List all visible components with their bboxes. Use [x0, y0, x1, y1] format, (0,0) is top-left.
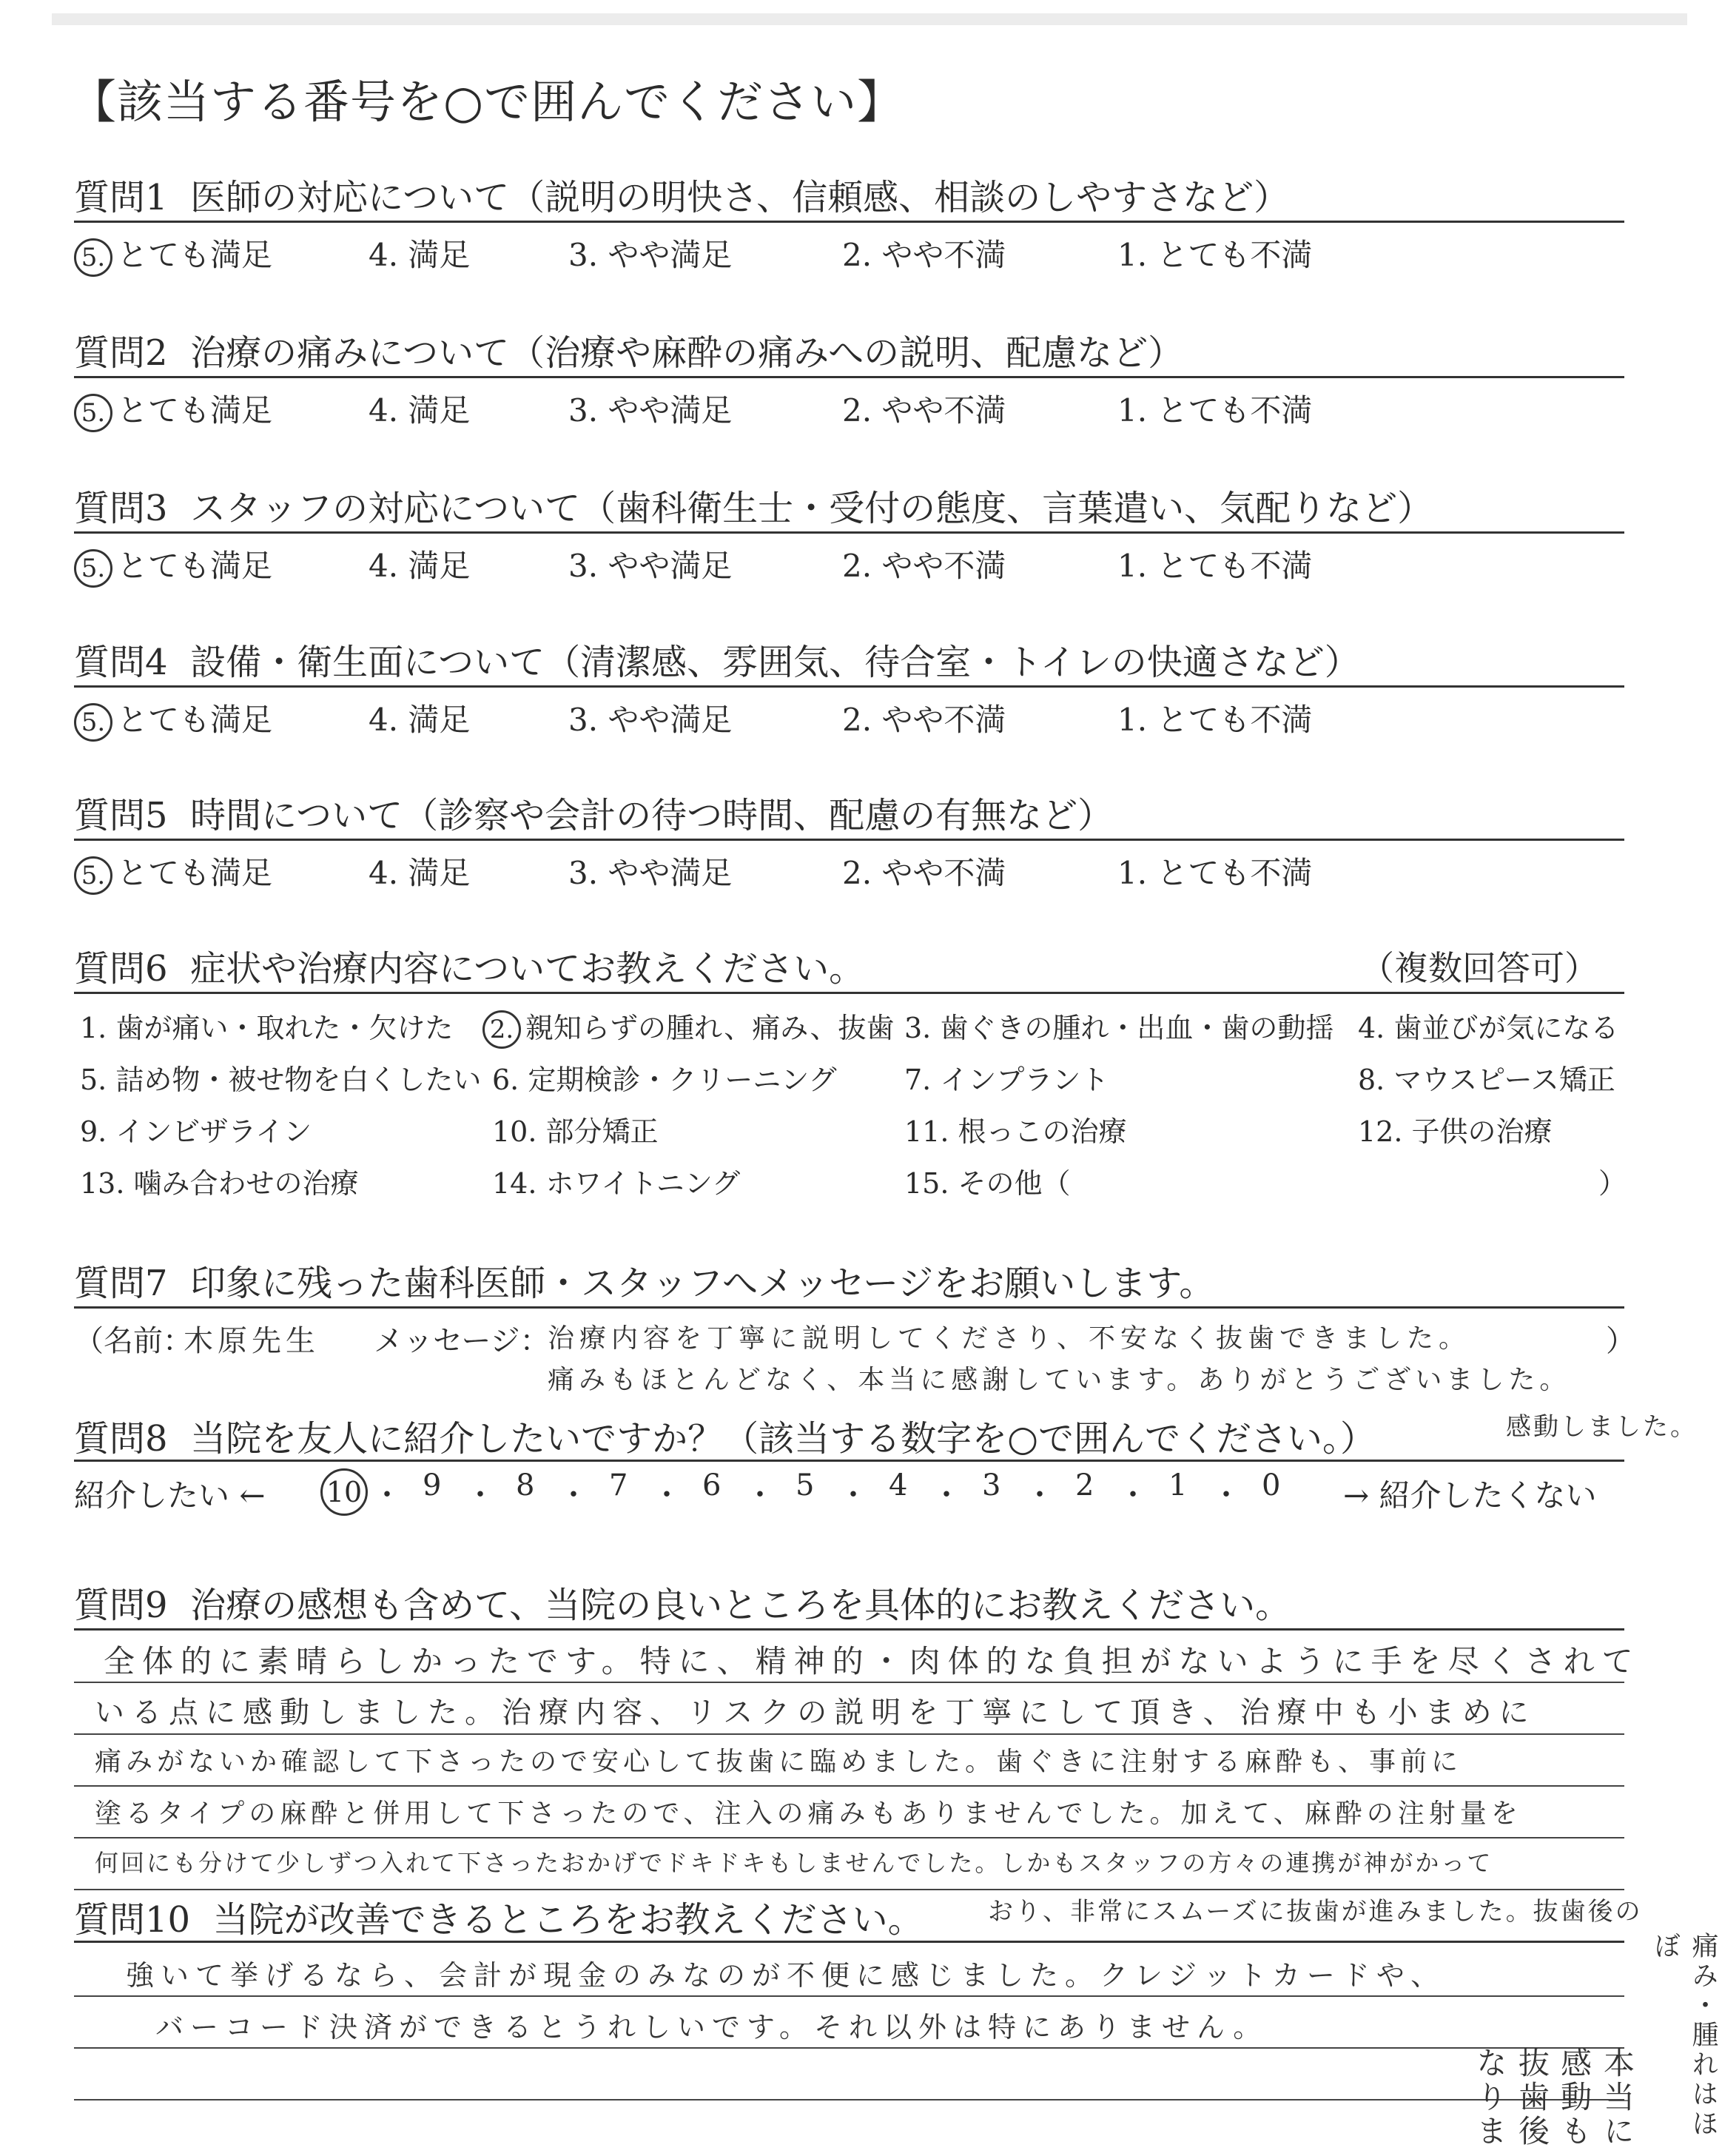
- q8-scale-0[interactable]: 0: [1262, 1468, 1281, 1502]
- q1-rule: [74, 221, 1624, 223]
- q7-name-value[interactable]: 木原先生: [184, 1324, 320, 1358]
- q8-scale-9[interactable]: 9: [423, 1468, 442, 1502]
- q6-option-15[interactable]: 15. その他（: [904, 1167, 1071, 1200]
- q7-message-prefix: メッセージ：: [374, 1324, 550, 1358]
- q6-option-12[interactable]: 12. 子供の治療: [1358, 1115, 1553, 1148]
- q6-label: 質問6: [74, 948, 168, 990]
- q10-heading: [74, 1891, 924, 1942]
- margin-note-col-2: 感動も: [1556, 2046, 1592, 2149]
- q10-answer-rule: [74, 2099, 1624, 2100]
- q9-answer-rule: [74, 1837, 1624, 1838]
- q8-scale-2[interactable]: 2: [1075, 1468, 1094, 1502]
- q3-heading: [74, 480, 1433, 531]
- selected-circle: 5.: [74, 856, 112, 895]
- q8-scale-3[interactable]: 3: [982, 1468, 1001, 1502]
- q6-option-6[interactable]: 6. 定期検診・クリーニング: [492, 1064, 837, 1096]
- q8-scale-dot: ・: [1211, 1478, 1241, 1512]
- q8-right-label: → 紹介したくない: [1343, 1477, 1597, 1514]
- q9-answer-rule: [74, 1682, 1624, 1683]
- q9-rule: [74, 1628, 1624, 1631]
- margin-note-col-3: 抜歯後: [1514, 2046, 1550, 2149]
- q8-scale-6[interactable]: 6: [702, 1468, 722, 1502]
- q4-heading: [74, 634, 1360, 685]
- q4-option-5[interactable]: 5. とても満足: [74, 696, 272, 742]
- q6-multi-note: （複数回答可）: [1360, 948, 1598, 988]
- q6-text: 症状や治療内容についてお教えください。: [190, 948, 865, 990]
- q6-option-8[interactable]: 8. マウスピース矯正: [1358, 1064, 1615, 1096]
- q3-rule: [74, 531, 1624, 534]
- q2-text: 治療の痛みについて（治療や麻酔の痛みへの説明、配慮など）: [190, 332, 1184, 374]
- q8-scale-7[interactable]: 7: [609, 1468, 628, 1502]
- top-edge-band: [52, 13, 1687, 25]
- q8-left-label: 紹介したい ←: [74, 1477, 266, 1514]
- q6-rule: [74, 992, 1624, 994]
- q8-scale-dot: ・: [745, 1478, 775, 1512]
- q5-option-5[interactable]: 5. とても満足: [74, 849, 272, 895]
- q4-rule: [74, 685, 1624, 688]
- q6-option-3[interactable]: 3. 歯ぐきの腫れ・出血・歯の動揺: [904, 1012, 1334, 1044]
- q2-label: 質問2: [74, 332, 168, 374]
- q5-text: 時間について（診察や会計の待つ時間、配慮の有無など）: [190, 795, 1114, 836]
- q2-option-4[interactable]: 4. 満足: [369, 392, 471, 429]
- q6-option-2[interactable]: 2. 親知らずの腫れ、痛み、抜歯: [482, 1005, 895, 1049]
- selected-circle: 5.: [74, 238, 112, 277]
- q5-option-1[interactable]: 1. とても不満: [1117, 855, 1313, 891]
- q8-scale-dot: ・: [1025, 1478, 1055, 1512]
- q8-scale-dot: ・: [1118, 1478, 1148, 1512]
- q7-message-line-1[interactable]: 治療内容を丁寧に説明してくださり、不安なく抜歯できました。: [548, 1323, 1471, 1354]
- q2-heading: [74, 324, 1183, 375]
- q6-option-7[interactable]: 7. インプラント: [904, 1064, 1109, 1096]
- q10-text: 当院が改善できるところをお教えください。: [212, 1899, 924, 1941]
- q5-option-3[interactable]: 3. やや満足: [568, 855, 733, 891]
- q7-heading: [74, 1255, 1214, 1306]
- q8-label: 質問8: [74, 1418, 168, 1460]
- q1-option-5[interactable]: 5. とても満足: [74, 231, 272, 277]
- q1-option-2[interactable]: 2. やや不満: [842, 237, 1006, 273]
- q5-rule: [74, 839, 1624, 841]
- q10-answer-line-2: バーコード決済ができるとうれしいです。それ以外は特にありません。: [155, 2011, 1268, 2044]
- q6-option-14[interactable]: 14. ホワイトニング: [492, 1167, 741, 1200]
- q3-option-4[interactable]: 4. 満足: [369, 548, 471, 584]
- q1-option-1[interactable]: 1. とても不満: [1117, 237, 1313, 273]
- q6-heading: [74, 940, 864, 991]
- q10-label: 質問10: [74, 1899, 191, 1941]
- q10-answer-line-1: 強いて挙げるなら、会計が現金のみなのが不便に感じました。クレジットカードや、: [126, 1959, 1446, 1992]
- q9-answer-line-1: 全体的に素晴らしかったです。特に、精神的・肉体的な負担がないように手を尽くされて: [104, 1643, 1641, 1679]
- q7-message-line-2[interactable]: 痛みもほとんどなく、本当に感謝しています。ありがとうございました。: [548, 1365, 1571, 1395]
- q8-scale-dot: ・: [838, 1478, 868, 1512]
- q3-option-5[interactable]: 5. とても満足: [74, 542, 272, 588]
- q7-rule: [74, 1306, 1624, 1309]
- q6-option-9[interactable]: 9. インビザライン: [80, 1115, 312, 1148]
- q2-option-1[interactable]: 1. とても不満: [1117, 392, 1313, 429]
- q4-text: 設備・衛生面について（清潔感、雰囲気、待合室・トイレの快適さなど）: [190, 642, 1360, 683]
- q3-text: スタッフの対応について（歯科衛生士・受付の態度、言葉遣い、気配りなど）: [190, 488, 1433, 529]
- q10-rule: [74, 1941, 1624, 1943]
- q1-option-3[interactable]: 3. やや満足: [568, 237, 733, 273]
- q8-scale-dot: ・: [465, 1478, 495, 1512]
- q5-label: 質問5: [74, 795, 168, 836]
- margin-note-vertical: 痛み・腫れはほぼ: [1650, 1932, 1718, 2139]
- q9-answer-line-3: 痛みがないか確認して下さったので安心して抜歯に臨めました。歯ぐきに注射する麻酔も、事前に: [95, 1747, 1463, 1777]
- q7-label: 質問7: [74, 1263, 168, 1304]
- q3-option-2[interactable]: 2. やや不満: [842, 548, 1006, 584]
- q8-scale-1[interactable]: 1: [1168, 1468, 1188, 1502]
- q6-option-1[interactable]: 1. 歯が痛い・取れた・欠けた: [80, 1012, 454, 1044]
- q1-option-4[interactable]: 4. 満足: [369, 237, 471, 273]
- q8-scale-dot: ・: [932, 1478, 961, 1512]
- q9-text: 治療の感想も含めて、当院の良いところを具体的にお教えください。: [190, 1585, 1291, 1626]
- q9-continuation[interactable]: おり、非常にスムーズに抜歯が進みました。抜歯後の: [988, 1897, 1643, 1927]
- q4-option-4[interactable]: 4. 満足: [369, 702, 471, 738]
- q6-option-11[interactable]: 11. 根っこの治療: [904, 1115, 1127, 1148]
- page-title: 【該当する番号を○で囲んでください】: [70, 75, 904, 129]
- q4-label: 質問4: [74, 642, 168, 683]
- q8-scale-4[interactable]: 4: [889, 1468, 908, 1502]
- q9-label: 質問9: [74, 1585, 168, 1626]
- q8-scale-5[interactable]: 5: [796, 1468, 815, 1502]
- q2-option-2[interactable]: 2. やや不満: [842, 392, 1006, 429]
- selected-circle: 2.: [482, 1010, 521, 1049]
- selected-circle: 5.: [74, 394, 112, 432]
- q6-option-15-close: ）: [1598, 1167, 1627, 1200]
- q8-text: 当院を友人に紹介したいですか？（該当する数字を○で囲んでください。）: [190, 1418, 1376, 1460]
- q8-heading: [74, 1410, 1376, 1461]
- q3-option-3[interactable]: 3. やや満足: [568, 548, 733, 584]
- selected-circle: 5.: [74, 703, 112, 742]
- q8-scale-dot: ・: [652, 1478, 682, 1512]
- q1-heading: [74, 169, 1289, 220]
- q9-answer-line-5: 何回にも分けて少しずつ入れて下さったおかげでドキドキもしませんでした。しかもスタッフの方々の連携が神がかって: [95, 1849, 1493, 1877]
- q9-answer-line-4: 塗るタイプの麻酔と併用して下さったので、注入の痛みもありませんでした。加えて、麻酔の注射量を: [95, 1799, 1522, 1829]
- q6-option-10[interactable]: 10. 部分矯正: [492, 1115, 659, 1148]
- q3-option-1[interactable]: 1. とても不満: [1117, 548, 1313, 584]
- q5-heading: [74, 787, 1113, 838]
- q8-scale-selected[interactable]: 10: [320, 1468, 368, 1516]
- q6-option-4[interactable]: 4. 歯並びが気になる: [1358, 1012, 1619, 1044]
- q6-option-13[interactable]: 13. 噛み合わせの治療: [80, 1167, 359, 1200]
- q7-message-line-3[interactable]: 感動しました。: [1506, 1412, 1698, 1442]
- q4-option-3[interactable]: 3. やや満足: [568, 702, 733, 738]
- q2-rule: [74, 376, 1624, 378]
- q9-heading: [74, 1576, 1291, 1628]
- q5-option-2[interactable]: 2. やや不満: [842, 855, 1006, 891]
- q9-answer-line-2: いる点に感動しました。治療内容、リスクの説明を丁寧にして頂き、治療中も小まめに: [95, 1696, 1536, 1730]
- q7-text: 印象に残った歯科医師・スタッフへメッセージをお願いします。: [190, 1263, 1215, 1304]
- q10-answer-rule: [74, 2047, 1624, 2049]
- q7-close-paren: ）: [1606, 1324, 1635, 1358]
- q1-text: 医師の対応について（説明の明快さ、信頼感、相談のしやすさなど）: [190, 177, 1290, 218]
- q4-option-1[interactable]: 1. とても不満: [1117, 702, 1313, 738]
- q2-option-3[interactable]: 3. やや満足: [568, 392, 733, 429]
- q4-option-2[interactable]: 2. やや不満: [842, 702, 1006, 738]
- q9-answer-rule: [74, 1785, 1624, 1787]
- q7-name-prefix: （名前：: [74, 1324, 192, 1358]
- q6-option-5[interactable]: 5. 詰め物・被せ物を白くしたい: [80, 1064, 482, 1096]
- q5-option-4[interactable]: 4. 満足: [369, 855, 471, 891]
- q8-scale-dot: ・: [559, 1478, 588, 1512]
- margin-note-col-1: 本当に: [1599, 2046, 1635, 2149]
- q2-option-5[interactable]: 5. とても満足: [74, 386, 272, 432]
- q8-scale-dot: ・: [372, 1478, 402, 1512]
- q8-scale-8[interactable]: 8: [516, 1468, 535, 1502]
- q9-answer-rule: [74, 1889, 1624, 1890]
- q10-answer-rule: [74, 1995, 1624, 1997]
- q1-label: 質問1: [74, 177, 168, 218]
- q8-rule: [74, 1460, 1624, 1462]
- q3-label: 質問3: [74, 488, 168, 529]
- margin-note-col-4: なりま: [1472, 2046, 1508, 2149]
- q9-answer-rule: [74, 1733, 1624, 1735]
- selected-circle: 5.: [74, 549, 112, 588]
